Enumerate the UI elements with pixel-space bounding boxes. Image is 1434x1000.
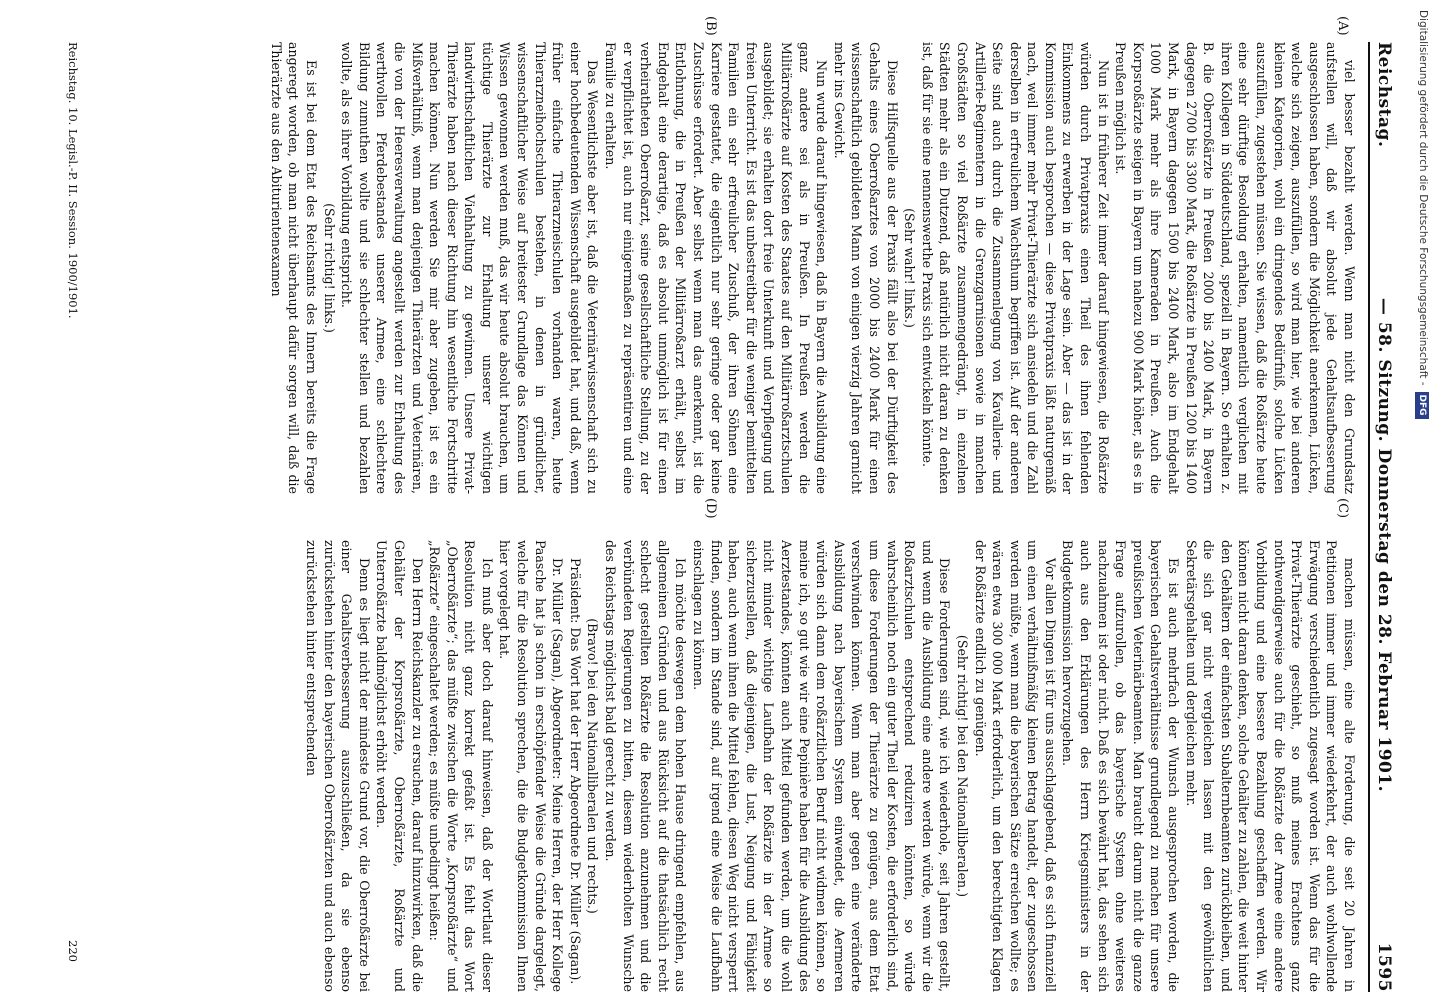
- page-header: [1368, 42, 1410, 992]
- margin-mark-c: (C): [1335, 498, 1350, 519]
- digitization-note-text: [1412, 10, 1434, 990]
- paragraph: Das Wesentlichste aber ist, daß die Veterinärwissenschaft sich zu einer hochbedeutenden Wissenschaft ausgebildet hat, und daß, wenn früher einfache Thierarzneischulen vorhanden waren, heute Thierarzneihochschulen bestehen, in denen in gründlicher, wissenschaftlicher Weise auf breitester Grundlage das Können und Wissen gewonnen werden muß, das wir heute absolut brauchen, um tüchtige Thierärzte zur Erhaltung unserer wichtigen landwirthschaftlichen Viehhaltung zu gewinnen. Unsere Privat-Thierärzte haben nach dieser Richtung hin wesentliche Fortschritte machen können. Nun werden Sie mir aber zugeben, ist es ein Mißverhältniß, wenn man denjenigen Thierärzten und Veterinären, die von der Heeresverwaltung angestellt werden zur Erhaltung des werthvollen Pferdebestandes unserer Armee, eine schlechtere Bildung zumuthen wollte und sie schlechter stellen und bezahlen wollte, als es ihrer Vorbildung entspricht.: [339, 42, 601, 494]
- paragraph: (Bravo! bei den Nationalliberalen und rechts.): [585, 618, 601, 914]
- paragraph: viel besser bezahlt werden. Wenn man nicht den Grundsatz aufstellen will, daß wir absolut jede Gehaltsaufbesserung ausgeschlossen haben, sondern die Möglichkeit anerkennen, Lücken, welche sich zeigen, auszufüllen, so wird man hier, wie bei anderen kleinen Kategorien, wohl ein dringendes Bedürfniß, solche Lücken auszufüllen, zugestehen müssen. Sie wissen, daß die Roßärzte heute eine sehr dürftige Besoldung erhalten, namentlich verglichen mit ihren Kollegen in Süddeutschland, speziell in Bayern. So erhalten z. B. die Oberroßärzte in Preußen 2000 bis 2400 Mark, in Bayern dagegen 2700 bis 3300 Mark, die Roßärzte in Preußen 1200 bis 1400 Mark, in Bayern dagegen 1500 bis 2400 Mark, also im Endgehalt 1000 Mark mehr als ihre Kameraden in Preußen. Auch die Korpsroßärzte steigen in Bayern um nahezu 900 Mark höher, als es in Preußen möglich ist.: [1113, 42, 1357, 494]
- paragraph: Nun wurde darauf hingewiesen, daß in Bayern die Ausbildung eine ganz andere sei als in Preußen. In Preußen werden die Militärroßärzte auf Kosten des Staates auf den Militärroßarztschulen ausgebildet; sie erhalten dort freie Unterkunft und Verpflegung und freien Unterricht. Es ist das unbestreitbar für die weniger bemittelten Familien ein sehr erfreulicher Zuschuß, der ihren Söhnen eine Karriere gestattet, die eigentlich nur sehr geringe oder gar keine Zuschüsse erfordert. Aber selbst wenn man das anerkennt, ist die Entlohnung, die in Preußen der Militärroßarzt erhält, selbst im Endgehalt eine derartige, daß es absolut unmöglich ist für einen verheiratheten Oberroßarzt, seine gesellschaftliche Stellung, zu der er verpflichtet ist, auch nur einigermaßen zu repräsentiren und eine Familie zu erhalten.: [603, 42, 830, 494]
- text-columns: [68, 16, 1358, 992]
- paragraph: Diese Forderungen sind, wie ich wiederhole, seit Jahren gestellt, und wenn die Ausbildung eine andere werden würde, wenn wir die Roßarztschulen entsprechend reduziren könnten, so würde wahrscheinlich noch ein guter Theil der Kosten, die erforderlich sind, um diese Forderungen der Thierärzte zu genügen, aus dem Etat verschwinden können. Wenn man aber gegen eine veränderte Ausbildung nach bayerischem System einwendet, die Aermeren würden sich dann dem roßärztlichen Beruf nicht widmen können, so meine ich, so gut wie wir eine Pepinière haben für die Ausbildung des Aerztestandes, könnten auch Mittel gefunden werden, um die wohl nicht minder wichtige Laufbahn der Roßärzte in der Armee so sicherzustellen, daß diejenigen, die Lust, Neigung und Fähigkeit haben, auch wenn ihnen die Mittel fehlen, diesen Weg nicht versperrt finden, sondern im Stande sind, auf irgend eine Weise die Laufbahn einschlagen zu können.: [691, 540, 953, 992]
- header-center: — 58. Sitzung. Donnerstag den 28. Februar 1901.: [1374, 297, 1394, 793]
- page-footer: [56, 42, 80, 992]
- right-column: [68, 540, 1358, 992]
- paragraph: Vor allen Dingen ist für uns ausschlaggebend, daß es sich finanziell um einen verhältnißmäßig kleinen Betrag handelt, der zugeschossen werden müßte, wenn man die bayerischen Sätze erreichen wollte; es wären etwa 300 000 Mark erforderlich, um den berechtigten Klagen der Roßärzte endlich zu genügen.: [972, 540, 1058, 992]
- paragraph: Denn es liegt nicht der mindeste Grund vor, die Oberroßärzte bei einer Gehaltsverbesserung auszuschließen, da sie ebenso zurückstehen hinter den bayerischen Oberroßärzten und auch ebenso zurückstehen hinter entsprechenden: [303, 540, 372, 992]
- dfg-logo: DFG: [1415, 392, 1429, 419]
- footer-right: 220: [66, 940, 80, 962]
- margin-mark-a: (A): [1335, 16, 1350, 36]
- paragraph: Diese Hilfsquelle aus der Praxis fällt also bei der Dürftigkeit des Gehalts eines Oberroßarztes von 2000 bis 2400 Mark für einen wissenschaftlich gebildeten Mann von einigen vierzig Jahren garnicht mehr ins Gewicht.: [831, 42, 900, 494]
- paragraph: (Sehr richtig! links.): [321, 203, 337, 333]
- paragraph: machen müssen, eine alte Forderung, die seit 20 Jahren in Petitionen immer und immer wiederkehrt, der auch wohlwollende Erwägung verschiedentlich zugesagt worden ist. Wenn das für die Privat-Thierärzte geschieht, so muß meines Erachtens ganz nothwendigerweise auch für die Roßärzte der Armee eine andere Vorbildung und eine bessere Bezahlung geschaffen werden. Wir können nicht daran denken, solche Gehälter zu zahlen, die weit hinter den Gehältern der einfachsten Subalternbeamten zurückbleiben, und die sich gar nicht vergleichen lassen mit den gewöhnlichen Sekretärsgehalten und dergleichen mehr.: [1183, 540, 1357, 992]
- rotated-text-area: [50, 16, 1410, 992]
- paragraph: (Sehr richtig! bei den Nationalliberalen.): [954, 634, 970, 898]
- digitization-note: [1412, 10, 1434, 990]
- paragraph: Dr. Müller (Sagan), Abgeordneter: Meine Herren, der Herr Kollege Paasche hat ja schon in erschöpfender Weise die Gründe dargelegt, welche für die Resolution sprechen, die die Budgetkommission Ihnen hier vorgelegt hat.: [497, 540, 566, 992]
- margin-mark-d: (D): [703, 498, 718, 519]
- page-content: [50, 16, 1410, 992]
- page-number: 1595: [1374, 942, 1394, 992]
- header-left: Reichstag.: [1374, 42, 1394, 148]
- paragraph: (Sehr wahr! links.): [902, 208, 918, 328]
- digitization-note-label: Digitalisierung gefördert durch die Deutsche Forschungsgemeinschaft -: [1417, 10, 1429, 386]
- margin-mark-b: (B): [703, 16, 718, 36]
- footer-left: Reichstag. 10. Legisl.-P. II. Session. 1900/1901.: [66, 42, 80, 319]
- paragraph: Es ist auch mehrfach der Wunsch ausgesprochen worden, die bayerischen Gehaltsverhältnisse grundlegend zu machen für unsere preußischen Veterinärbeamten. Man braucht darum nicht die ganze Frage aufzurollen, ob das bayerische System ohne weiteres nachzuahmen ist oder nicht. Daß es sich bewährt hat, das sehen sich auch aus den Erklärungen des Herrn Kriegsministers in der Budgetkommission hervorzugehen.: [1060, 540, 1182, 992]
- paragraph: Nun ist in früherer Zeit immer darauf hingewiesen, die Roßärzte würden durch Privatpraxis einen Theil des ihnen fehlenden Einkommens zu erwerben in der Lage sein. Aber — das ist in der Kommission auch besprochen — diese Privatpraxis läßt naturgemäß nach, weil immer mehr Privat-Thierärzte sich ansiedeln und die Zahl derselben in erfreulichem Wachsthum begriffen ist. Auf der anderen Seite sind auch durch die Zusammenlegung von Kavallerie- und Artillerie-Regimentern in die Grenzgarnisonen sowie in manchen Großstädten so viel Roßärzte zusammengedrängt, in einzelnen Städten mehr als ein Dutzend, daß natürlich nicht daran zu denken ist, daß für sie eine nennenswerthe Praxis sich entwickeln könnte.: [919, 42, 1111, 494]
- paragraph: Ich muß aber doch darauf hinweisen, daß der Wortlaut dieser Resolution nicht ganz korrekt gefaßt ist. Es fehlt das Wort „Oberroßärzte“; das müßte zwischen die Worte „Korpsroßärzte“ und „Roßärzte“ eingeschaltet werden; es müßte unbedingt heißen:: [427, 540, 495, 992]
- paragraph: Es ist bei dem Etat des Reichsamts des Innern bereits die Frage angeregt worden, ob man nicht überhaupt dafür sorgen will, daß die Thierärzte aus den Abiturientenexamen: [268, 42, 319, 494]
- paragraph: Den Herrn Reichskanzler zu ersuchen, darauf hinzuwirken, daß die Gehälter der Korpsroßärzte, Oberroßärzte, Roßärzte und Unterroßärzte baldmöglichst erhöht werden.: [374, 540, 425, 992]
- left-column: [68, 42, 1358, 494]
- paragraph: Präsident: Das Wort hat der Herr Abgeordnete Dr. Müller (Sagan).: [567, 558, 583, 985]
- paragraph: Ich möchte deswegen dem hohen Hause dringend empfehlen, aus allgemeinen Gründen und aus Rücksicht auf die thatsächlich recht schlecht gestellten Roßärzte die Resolution anzunehmen und die verbündeten Regierungen zu bitten, diesem wiederholten Wunsche des Reichstags möglichst bald gerecht zu werden.: [603, 540, 689, 992]
